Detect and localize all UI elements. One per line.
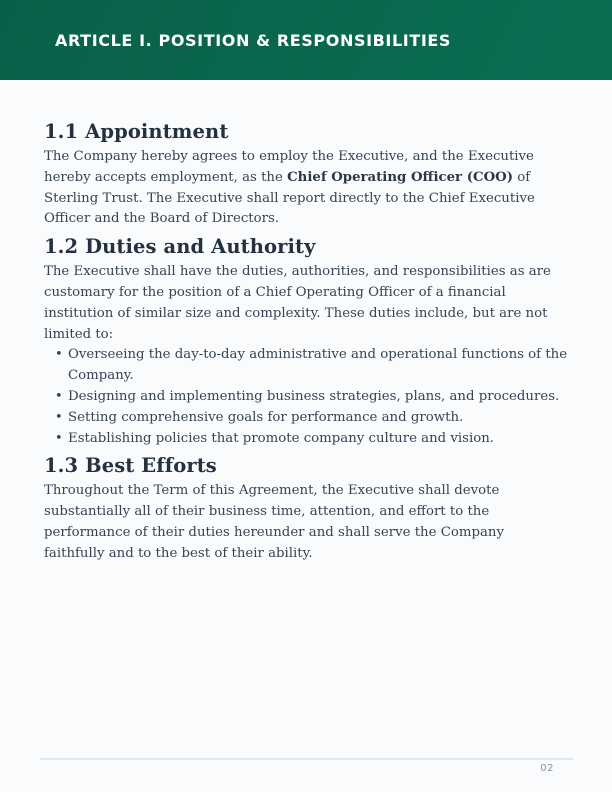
appointment-text-before: The Company hereby agrees to employ the Executive, and the Executive hereby accepts employment, as the [44,149,534,185]
role-emphasis-text: Chief Operating Officer (COO) [287,169,514,185]
duties-paragraph: The Executive shall have the duties, authorities, and responsibilities as are customary for the position of a Chief Operating Officer of a financial institution of similar size and complexity. These duties include, but are not limited to: [44,264,551,342]
page-number: 02 [540,763,554,774]
list-item: • Designing and implementing business strategies, plans, and procedures. [68,387,568,408]
section-appointment [44,120,568,230]
best-efforts-paragraph: Throughout the Term of this Agreement, the Executive shall devote substantially all of their business time, attention, and effort to the performance of their duties hereunder and shall serve the Company faithfully and to the best of their ability. [44,483,505,561]
section-heading-appointment: 1.1 Appointment [44,120,229,143]
appointment-text-after: of Sterling Trust. The Executive shall report directly to the Chief Executive Officer and the Board of Directors. [44,169,535,227]
section-heading-duties: 1.2 Duties and Authority [44,235,316,259]
list-item: • Setting comprehensive goals for performance and growth. [68,408,568,429]
appointment-paragraph [44,147,568,230]
document-body [0,80,612,565]
article-title: ARTICLE I. POSITION & RESPONSIBILITIES [55,30,452,50]
section-heading-best-efforts: 1.3 Best Efforts [44,454,217,478]
list-item: • Establishing policies that promote company culture and vision. [68,429,568,450]
section-duties-authority [44,235,568,449]
footer-divider-line [40,758,573,760]
section-best-efforts [44,454,568,564]
article-header-bar [0,0,612,80]
list-item: • Overseeing the day-to-day administrative and operational functions of the Company. [68,345,568,387]
duties-bullet-list [44,345,568,449]
